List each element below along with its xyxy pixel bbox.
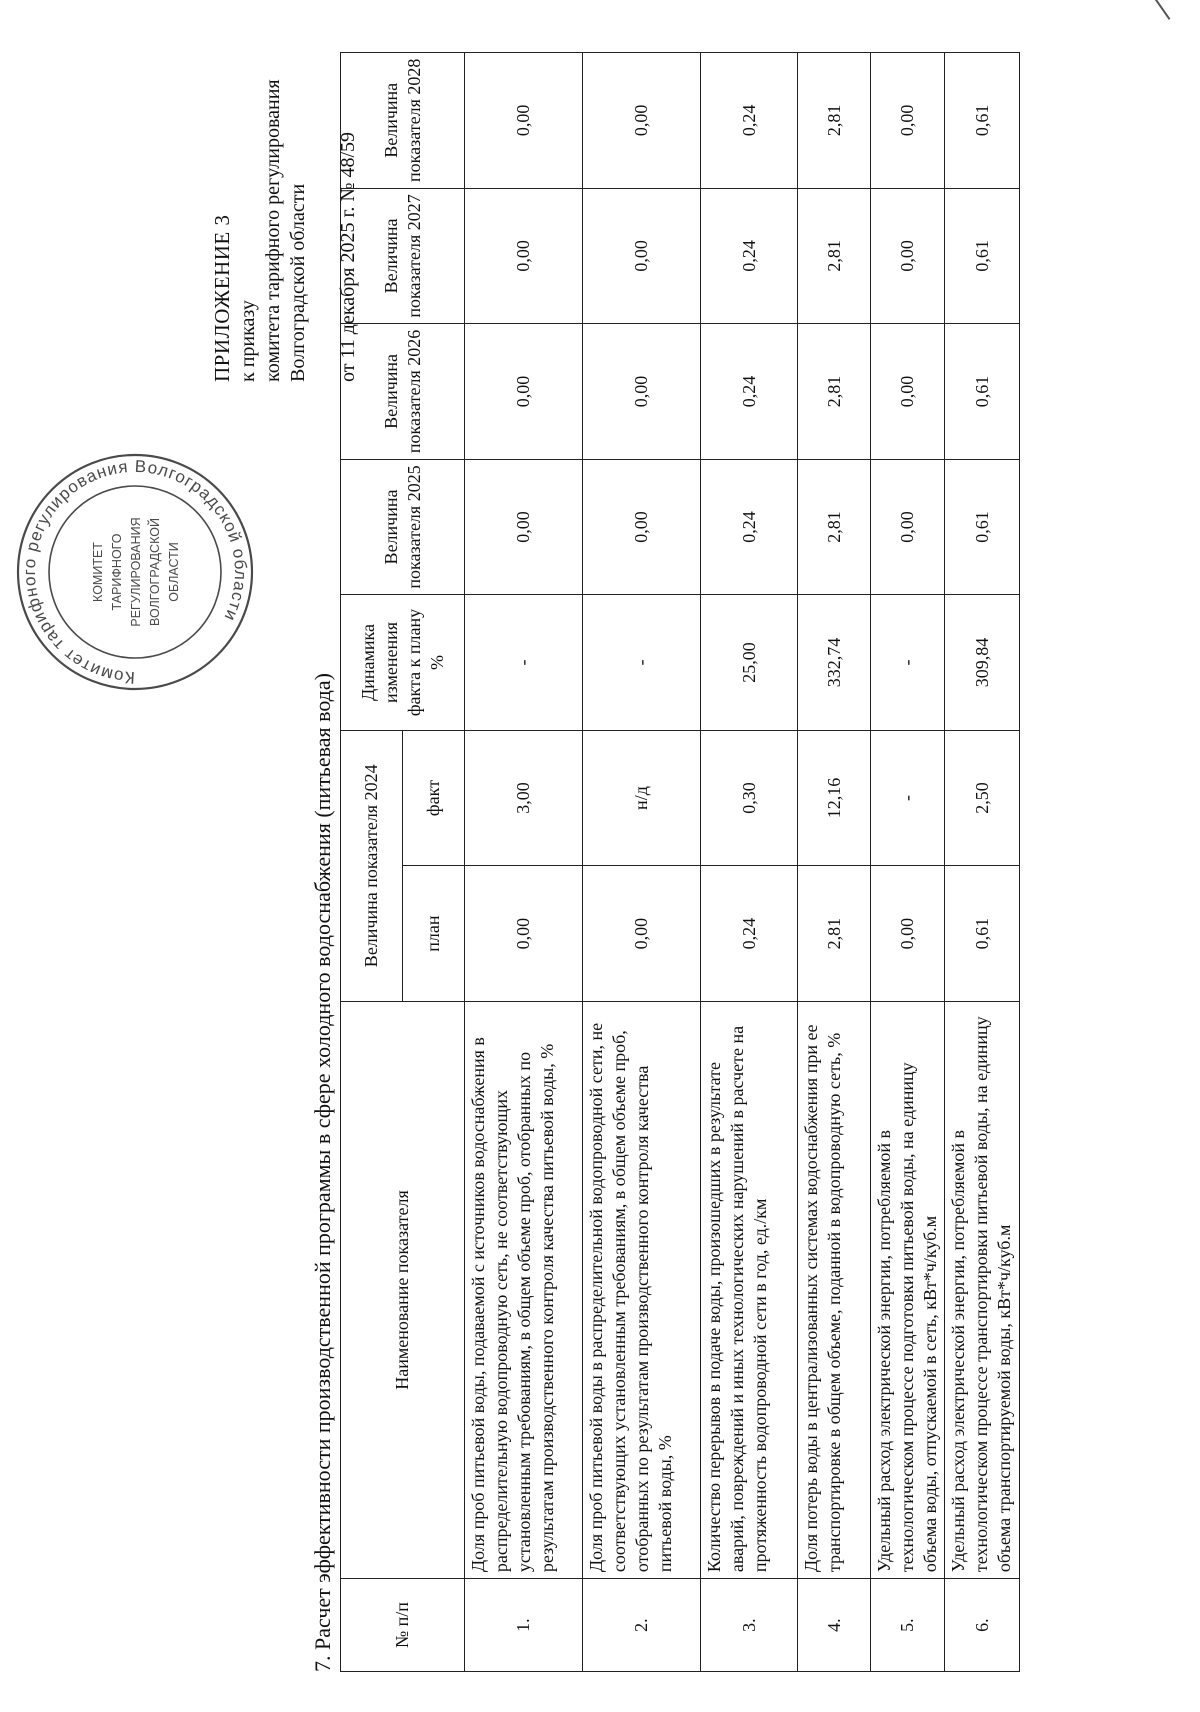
- cell-y2025: 0,24: [701, 459, 798, 595]
- table-row: [871, 53, 945, 1672]
- cell-y2025: 0,00: [583, 459, 701, 595]
- table-body: [465, 53, 1020, 1672]
- cell-y2025: 2,81: [798, 459, 871, 595]
- cell-name: Доля потерь воды в централизованных системах водоснабжения при ее транспортировке в общем объеме, поданной в водопроводную сеть, %: [798, 1001, 871, 1578]
- cell-y2028: 0,00: [583, 53, 701, 189]
- seal-ring-text: Комитет тарифного регулирования Волгоградской области: [19, 456, 251, 688]
- table-row: [465, 53, 583, 1672]
- seal-line-5: ОБЛАСТИ: [167, 542, 181, 602]
- cell-y2025: 0,00: [871, 459, 945, 595]
- seal-line-4: ВОЛГОГРАДСКОЙ: [148, 518, 162, 626]
- efficiency-table: [340, 52, 1020, 1672]
- cell-y2026: 0,24: [701, 324, 798, 460]
- cell-y2028: 0,24: [701, 53, 798, 189]
- cell-y2027: 0,00: [583, 188, 701, 324]
- header-plan: план: [403, 866, 465, 1002]
- scan-mark: [1152, 0, 1171, 20]
- cell-y2027: 0,61: [945, 188, 1020, 324]
- cell-y2028: 0,00: [871, 53, 945, 189]
- region-label: Волгоградской области: [287, 183, 309, 382]
- cell-fact: 0,30: [701, 730, 798, 866]
- cell-y2026: 0,00: [583, 324, 701, 460]
- cell-y2027: 0,00: [871, 188, 945, 324]
- cell-y2028: 0,61: [945, 53, 1020, 189]
- cell-dynamics: -: [871, 595, 945, 731]
- cell-fact: -: [871, 730, 945, 866]
- cell-fact: 2,50: [945, 730, 1020, 866]
- cell-plan: 2,81: [798, 866, 871, 1002]
- seal-line-2: ТАРИФНОГО: [110, 533, 124, 611]
- official-seal: [10, 447, 260, 697]
- cell-num: 5.: [871, 1579, 945, 1672]
- cell-y2025: 0,00: [465, 459, 583, 595]
- cell-dynamics: -: [583, 595, 701, 731]
- table-row: [701, 53, 798, 1672]
- cell-plan: 0,00: [465, 866, 583, 1002]
- cell-dynamics: -: [465, 595, 583, 731]
- cell-y2026: 2,81: [798, 324, 871, 460]
- cell-fact: 12,16: [798, 730, 871, 866]
- cell-y2028: 0,00: [465, 53, 583, 189]
- cell-plan: 0,00: [871, 866, 945, 1002]
- cell-plan: 0,24: [701, 866, 798, 1002]
- header-2026: Величина показателя 2026: [341, 324, 465, 460]
- table-header: [341, 53, 465, 1672]
- header-2028: Величина показателя 2028: [341, 53, 465, 189]
- cell-y2027: 0,24: [701, 188, 798, 324]
- table-row: [945, 53, 1020, 1672]
- appendix-label: ПРИЛОЖЕНИЕ 3: [210, 214, 234, 382]
- cell-num: 2.: [583, 1579, 701, 1672]
- cell-dynamics: 309,84: [945, 595, 1020, 731]
- cell-fact: н/д: [583, 730, 701, 866]
- header-dynamics: Динамика изменения факта к плану %: [341, 595, 465, 731]
- cell-dynamics: 25,00: [701, 595, 798, 731]
- cell-dynamics: 332,74: [798, 595, 871, 731]
- cell-num: 1.: [465, 1579, 583, 1672]
- cell-num: 3.: [701, 1579, 798, 1672]
- cell-y2028: 2,81: [798, 53, 871, 189]
- cell-name: Удельный расход электрической энергии, потребляемой в технологическом процессе транспортировки питьевой воды, на единицу объема транспортируемой воды, кВт*ч/куб.м: [945, 1001, 1020, 1578]
- cell-num: 6.: [945, 1579, 1020, 1672]
- seal-line-3: РЕГУЛИРОВАНИЯ: [129, 517, 143, 627]
- seal-line-1: КОМИТЕТ: [91, 542, 105, 602]
- cell-num: 4.: [798, 1579, 871, 1672]
- committee-label: комитета тарифного регулирования: [262, 79, 284, 382]
- cell-y2026: 0,00: [465, 324, 583, 460]
- cell-plan: 0,61: [945, 866, 1020, 1002]
- table-row: [798, 53, 871, 1672]
- header-value-2024: Величина показателя 2024: [341, 730, 403, 1001]
- cell-y2027: 2,81: [798, 188, 871, 324]
- cell-name: Доля проб питьевой воды, подаваемой с источников водоснабжения в распределительную водопроводную сеть, не соответствующих установленным требованиям, в общем объеме проб, отобранных по результатам производственного контроля качества питьевой воды, %: [465, 1001, 583, 1578]
- header-fact: факт: [403, 730, 465, 866]
- cell-plan: 0,00: [583, 866, 701, 1002]
- cell-fact: 3,00: [465, 730, 583, 866]
- header-2025: Величина показателя 2025: [341, 459, 465, 595]
- cell-y2027: 0,00: [465, 188, 583, 324]
- document-title: 7. Расчет эффективности производственной программы в сфере холодного водоснабжения (питьевая вода): [310, 673, 335, 1672]
- cell-y2026: 0,61: [945, 324, 1020, 460]
- order-date: от 11 декабря 2025 г. № 48/59: [337, 131, 359, 382]
- cell-name: Количество перерывов в подаче воды, произошедших в результате аварий, повреждений и иных технологических нарушений в расчете на протяженность водопроводной сети в год, ед./км: [701, 1001, 798, 1578]
- header-name: Наименование показателя: [341, 1001, 465, 1578]
- cell-name: Доля проб питьевой воды в распределительной водопроводной сети, не соответствующих установленным требованиям, в общем объеме проб, отобранных по результатам производственного контроля качества питьевой воды, %: [583, 1001, 701, 1578]
- table-row: [583, 53, 701, 1672]
- header-num: № п/п: [341, 1579, 465, 1672]
- header-2027: Величина показателя 2027: [341, 188, 465, 324]
- cell-name: Удельный расход электрической энергии, потребляемой в технологическом процессе подготовки питьевой воды, на единицу объема воды, отпускаемой в сеть, кВт*ч/куб.м: [871, 1001, 945, 1578]
- cell-y2026: 0,00: [871, 324, 945, 460]
- order-label: к приказу: [237, 300, 259, 382]
- cell-y2025: 0,61: [945, 459, 1020, 595]
